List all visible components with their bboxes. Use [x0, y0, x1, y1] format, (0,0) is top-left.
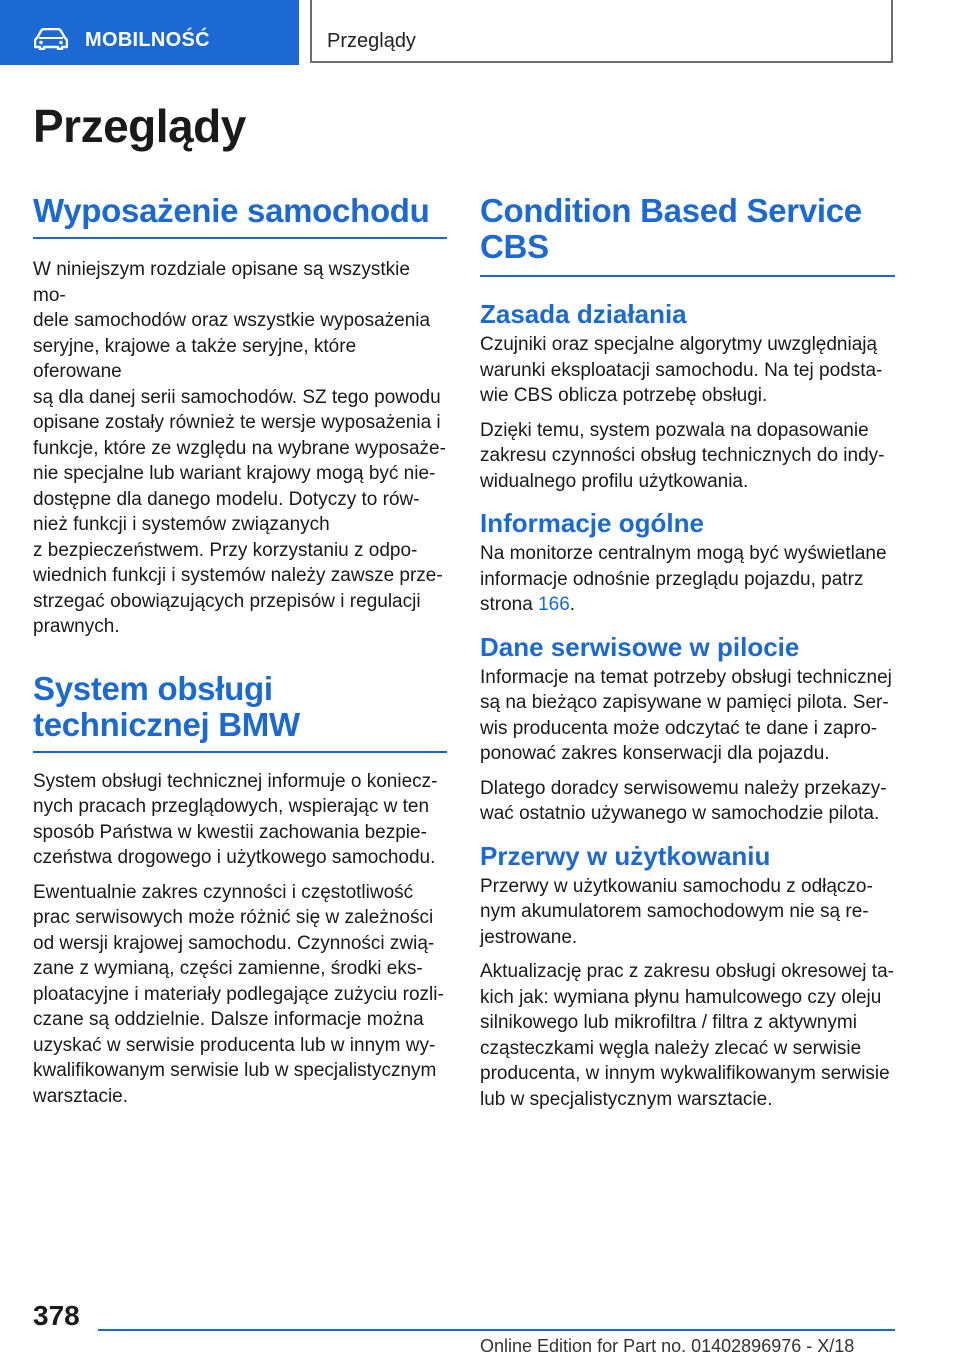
section-tab[interactable]: [310, 0, 893, 63]
heading-cbs: Condition Based Service CBS: [480, 193, 895, 277]
paragraph-principle-1: Czujniki oraz specjalne algorytmy uwzględniają warunki eksploatacji samochodu. Na tej podsta- wie CBS oblicza potrzebę obsługi.: [480, 334, 883, 406]
page-reference-link[interactable]: 166: [538, 594, 570, 615]
paragraph-principle-2: Dzięki temu, system pozwala na dopasowanie zakresu czynności obsług technicznych do indy- widualnego profilu użytkowania.: [480, 419, 885, 492]
category-tab[interactable]: [0, 0, 299, 65]
paragraph-key-data-1: Informacje na temat potrzeby obsługi technicznej są na bieżąco zapisywane w pamięci pilota. Ser- wis producenta może odczytać te dane i zapro- ponować zakres konserwacji dla pojazdu.: [480, 666, 892, 764]
heading-key-data: Dane serwisowe w pilocie: [480, 631, 800, 662]
paragraph-service-system-2: Ewentualnie zakres czynności i częstotliwość prac serwisowych może różnić się w zależności od wersji krajowej samochodu. Czynności zwią- zane z wymianą, części zamienne, środki eks- ploatacyjne i materiały podlegające zużyciu rozli- czane są oddzielnie. Dalsze informacje można uzyskać w serwisie producenta lub w innym wy- kwalifikowanym serwisie lub w specjalistycznym warsztacie.: [33, 881, 444, 1107]
heading-equipment: Wyposażenie samochodu: [33, 193, 447, 239]
heading-principle: Zasada działania: [480, 299, 687, 329]
category-label: MOBILNOŚĆ: [85, 29, 210, 51]
heading-general-info: Informacje ogólne: [480, 508, 704, 538]
left-column: [33, 193, 447, 1109]
page-number: 378: [33, 1300, 80, 1331]
paragraph-key-data-2: Dlatego doradcy serwisowemu należy przekazy- wać ostatnio używanego w samochodzie pilota.: [480, 777, 887, 824]
paragraph-general-info: Na monitorze centralnym mogą być wyświetlane informacje odnośnie przeglądu pojazdu, patrz strona 166.: [480, 543, 887, 615]
section-label: Przeglądy: [327, 30, 416, 52]
car-icon: [34, 28, 68, 50]
paragraph-service-system-1: System obsługi technicznej informuje o koniecz- nych pracach przeglądowych, wspierając w ten sposób Państwa w kwestii zachowania bezpie- czeństwa drogowego i użytkowego samochodu.: [33, 770, 438, 868]
right-column: [480, 193, 895, 1112]
page-title: Przeglądy: [33, 100, 246, 152]
footer-divider: [98, 1329, 895, 1331]
edition-info: Online Edition for Part no. 01402896976 - X/18: [480, 1336, 855, 1356]
heading-service-system: System obsługi technicznej BMW: [33, 671, 447, 753]
paragraph-breaks-2: Aktualizację prac z zakresu obsługi okresowej ta- kich jak: wymiana płynu hamulcowego czy oleju silnikowego lub mikrofiltra / filtra z aktywnymi cząsteczkami węgla należy zlecać w serwisie producenta, w innym wykwalifikowanym serwisie lub w specjalistycznym warsztacie.: [480, 961, 894, 1110]
heading-breaks: Przerwy w użytkowaniu: [480, 840, 771, 871]
paragraph-breaks-1: Przerwy w użytkowaniu samochodu z odłączo- nym akumulatorem samochodowym nie są re- jestrowane.: [480, 875, 873, 948]
paragraph-equipment: W niniejszym rozdziale opisane są wszystkie mo- dele samochodów oraz wszystkie wyposażenia seryjne, krajowe a także seryjne, które oferowane są dla danej serii samochodów. SZ tego powodu opisane zostały również te wersje wyposażenia i funkcje, które ze względu na wybrane wyposaże- nie specjalne lub wariant krajowy mogą być nie- dostępne dla danego modelu. Dotyczy to rów- nież funkcji i systemów związanych z bezpieczeństwem. Przy korzystaniu z odpo- wiednich funkcji i systemów należy zawsze prze- strzegać obowiązujących przepisów i regulacji prawnych.: [33, 259, 446, 637]
